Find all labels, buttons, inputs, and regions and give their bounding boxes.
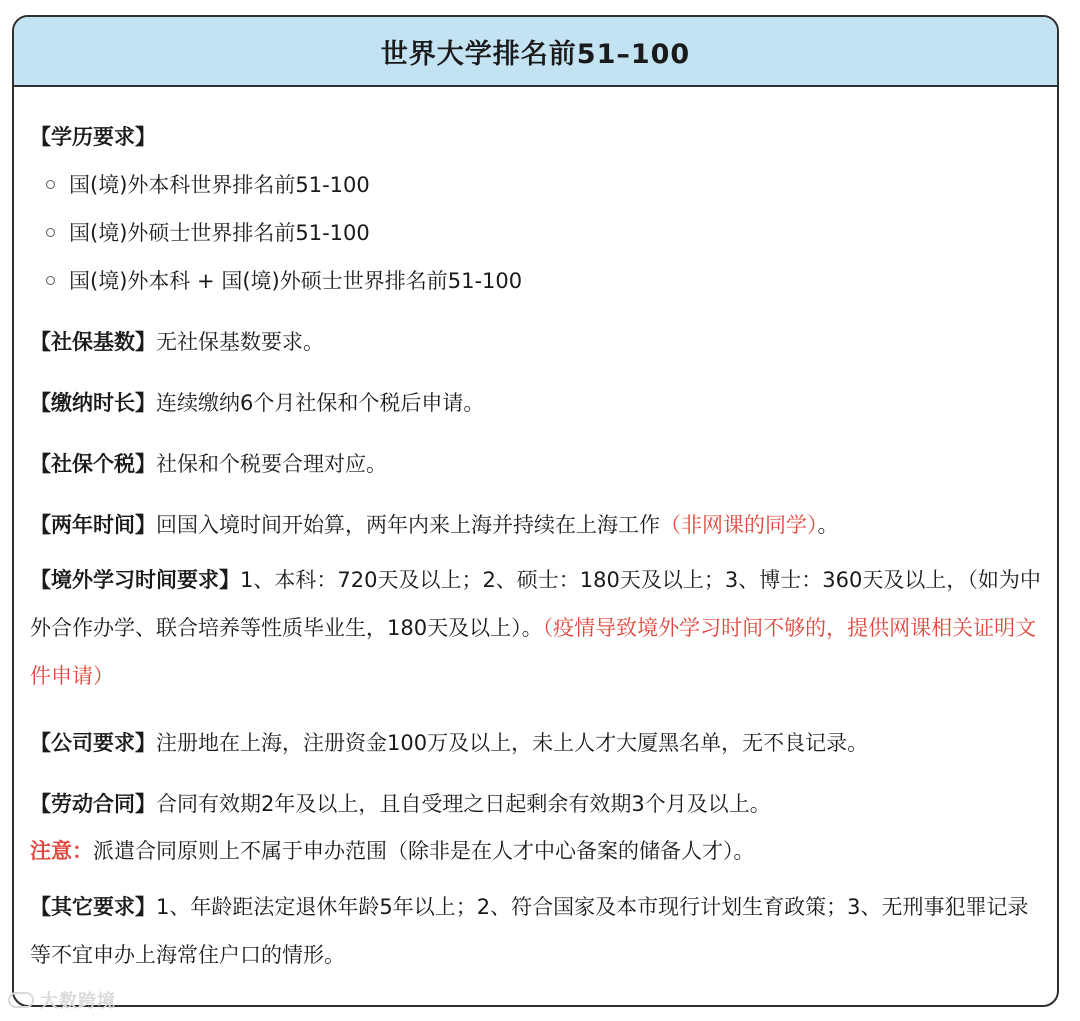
watermark bbox=[8, 987, 116, 1013]
contract-label: 【劳动合同】 bbox=[30, 792, 156, 816]
payment-duration-label: 【缴纳时长】 bbox=[30, 391, 156, 415]
info-card bbox=[12, 15, 1059, 1007]
contract-text: 合同有效期2年及以上，且自受理之日起剩余有效期3个月及以上。 bbox=[156, 792, 771, 816]
education-item-text: 国(境)外本科 + 国(境)外硕士世界排名前51-100 bbox=[69, 269, 523, 293]
other-text: 1、年龄距法定退休年龄5年以上；2、符合国家及本市现行计划生育政策；3、无刑事犯罪记录等不宜申办上海常住户口的情形。 bbox=[30, 895, 1029, 967]
contract-row bbox=[30, 790, 1043, 818]
other-label: 【其它要求】 bbox=[30, 895, 156, 919]
education-label-row bbox=[30, 123, 1043, 151]
two-years-text: 回国入境时间开始算，两年内来上海并持续在上海工作 bbox=[156, 513, 660, 537]
other-row bbox=[30, 883, 1045, 979]
bullet-icon bbox=[46, 228, 55, 237]
bullet-icon bbox=[46, 180, 55, 189]
social-base-row bbox=[30, 328, 1043, 356]
education-item-1 bbox=[46, 171, 1043, 199]
education-label: 【学历要求】 bbox=[30, 125, 156, 149]
note-label: 注意： bbox=[30, 839, 93, 863]
two-years-note: （非网课的同学） bbox=[660, 513, 818, 537]
education-item-3 bbox=[46, 267, 1043, 295]
education-item-2 bbox=[46, 219, 1043, 247]
education-item-text: 国(境)外硕士世界排名前51-100 bbox=[69, 221, 370, 245]
payment-duration-text: 连续缴纳6个月社保和个税后申请。 bbox=[156, 391, 485, 415]
study-abroad-note: （疫情导致境外学习时间不够的，提供网课相关证明文件申请） bbox=[30, 616, 1037, 688]
education-item-text: 国(境)外本科世界排名前51-100 bbox=[69, 173, 370, 197]
watermark-logo-icon bbox=[8, 992, 34, 1008]
tax-row bbox=[30, 450, 1043, 478]
two-years-end: 。 bbox=[817, 513, 839, 537]
card-title: 世界大学排名前51–100 bbox=[14, 17, 1057, 87]
tax-label: 【社保个税】 bbox=[30, 452, 156, 476]
note-row bbox=[30, 837, 1043, 865]
two-years-label: 【两年时间】 bbox=[30, 513, 156, 537]
bullet-icon bbox=[46, 276, 55, 285]
study-abroad-label: 【境外学习时间要求】 bbox=[30, 568, 240, 592]
study-abroad-text: 1、本科：720天及以上；2、硕士：180天及以上；3、博士：360天及以上，（如为中外合作办学、联合培养等性质毕业生，180天及以上）。 bbox=[30, 568, 1041, 640]
tax-text: 社保和个税要合理对应。 bbox=[156, 452, 387, 476]
watermark-text: 大数跨境 bbox=[40, 991, 116, 1012]
two-years-row bbox=[30, 511, 1043, 539]
social-base-label: 【社保基数】 bbox=[30, 330, 156, 354]
social-base-text: 无社保基数要求。 bbox=[156, 330, 324, 354]
company-text: 注册地在上海，注册资金100万及以上，未上人才大厦黑名单，无不良记录。 bbox=[156, 731, 869, 755]
company-label: 【公司要求】 bbox=[30, 731, 156, 755]
study-abroad-row bbox=[30, 556, 1045, 700]
note-text: 派遣合同原则上不属于申办范围（除非是在人才中心备案的储备人才）。 bbox=[93, 839, 755, 863]
payment-duration-row bbox=[30, 389, 1043, 417]
company-row bbox=[30, 729, 1043, 757]
